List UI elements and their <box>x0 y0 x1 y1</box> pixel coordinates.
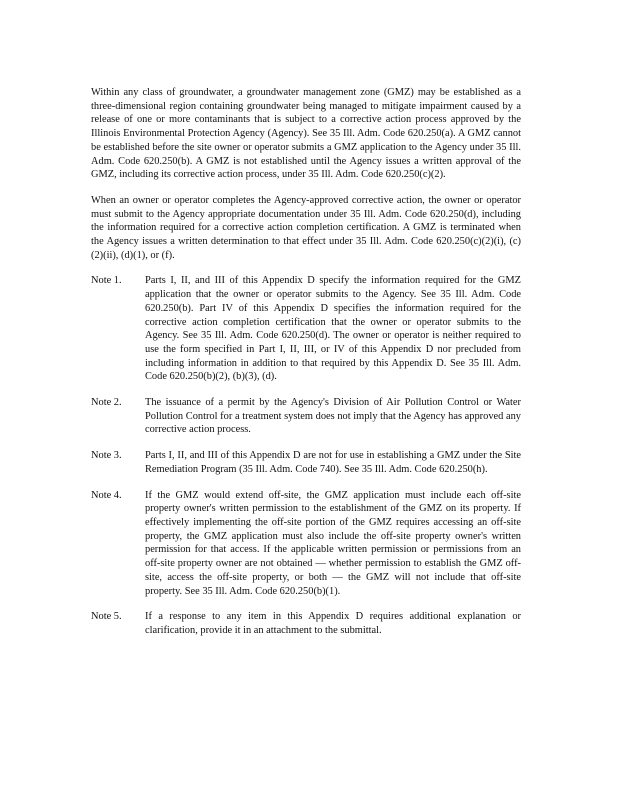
note-5 <box>91 610 521 637</box>
note-label: Note 4. <box>91 489 122 501</box>
note-text: If the GMZ would extend off-site, the GMZ application must include each off-site property owner's written permission to the establishment of the GMZ on its property. If effectively implementing the off-site portion of the GMZ requires accessing an off-site property, the GMZ application must also include the off-site property owner's written permission for that access. If the applicable written permission or permissions from an off-site property owner are not obtained — whether permission to establish the GMZ off-site, access the off-site property, or both — the GMZ will not include that off-site property. See 35 Ill. Adm. Code 620.250(b)(1). <box>145 489 521 597</box>
note-text: Parts I, II, and III of this Appendix D specify the information required for the GMZ application that the owner or operator submits to the Agency. See 35 Ill. Adm. Code 620.250(b). Part IV of this Appendix D specifies the information required for the corrective action completion certification that the owner or operator submits to the Agency. See 35 Ill. Adm. Code 620.250(d). The owner or operator is neither required to use the form specified in Part I, II, III, or IV of this Appendix D nor precluded from including information in addition to that required by this Appendix D. See 35 Ill. Adm. Code 620.250(b)(2), (b)(3), (d). <box>145 275 521 383</box>
note-1 <box>91 274 521 384</box>
note-label: Note 5. <box>91 611 122 623</box>
intro-paragraph: Within any class of groundwater, a groundwater management zone (GMZ) may be established as a three-dimensional region containing groundwater being managed to mitigate impairment caused by a release of one or more contaminants that is subject to a corrective action process approved by the Illinois Environmental Protection Agency (Agency). See 35 Ill. Adm. Code 620.250(a). A GMZ cannot be established before the site owner or operator submits a GMZ application to the Agency under 35 Ill. Adm. Code 620.250(b). A GMZ is not established until the Agency issues a written approval of the GMZ, including its corrective action process, under 35 Ill. Adm. Code 620.250(c)(2). <box>91 87 521 181</box>
note-text: The issuance of a permit by the Agency's Division of Air Pollution Control or Water Pollution Control for a treatment system does not imply that the Agency has approved any corrective action process. <box>145 397 521 436</box>
note-text: Parts I, II, and III of this Appendix D are not for use in establishing a GMZ under the Site Remediation Program (35 Ill. Adm. Code 740). See 35 Ill. Adm. Code 620.250(h). <box>145 450 521 475</box>
document-page <box>91 86 521 650</box>
note-label: Note 1. <box>91 275 122 287</box>
note-3 <box>91 449 521 476</box>
note-text: If a response to any item in this Appendix D requires additional explanation or clarification, provide it in an attachment to the submittal. <box>145 611 521 636</box>
note-4 <box>91 489 521 599</box>
completion-paragraph: When an owner or operator completes the Agency-approved corrective action, the owner or operator must submit to the Agency appropriate documentation under 35 Ill. Adm. Code 620.250(d), including the information required for a corrective action completion certification. A GMZ is terminated when the Agency issues a written determination to that effect under 35 Ill. Adm. Code 620.250(c)(2)(i), (c)(2)(ii), (d)(1), or (f). <box>91 194 521 261</box>
note-label: Note 3. <box>91 450 122 462</box>
note-2 <box>91 396 521 437</box>
note-label: Note 2. <box>91 397 122 409</box>
